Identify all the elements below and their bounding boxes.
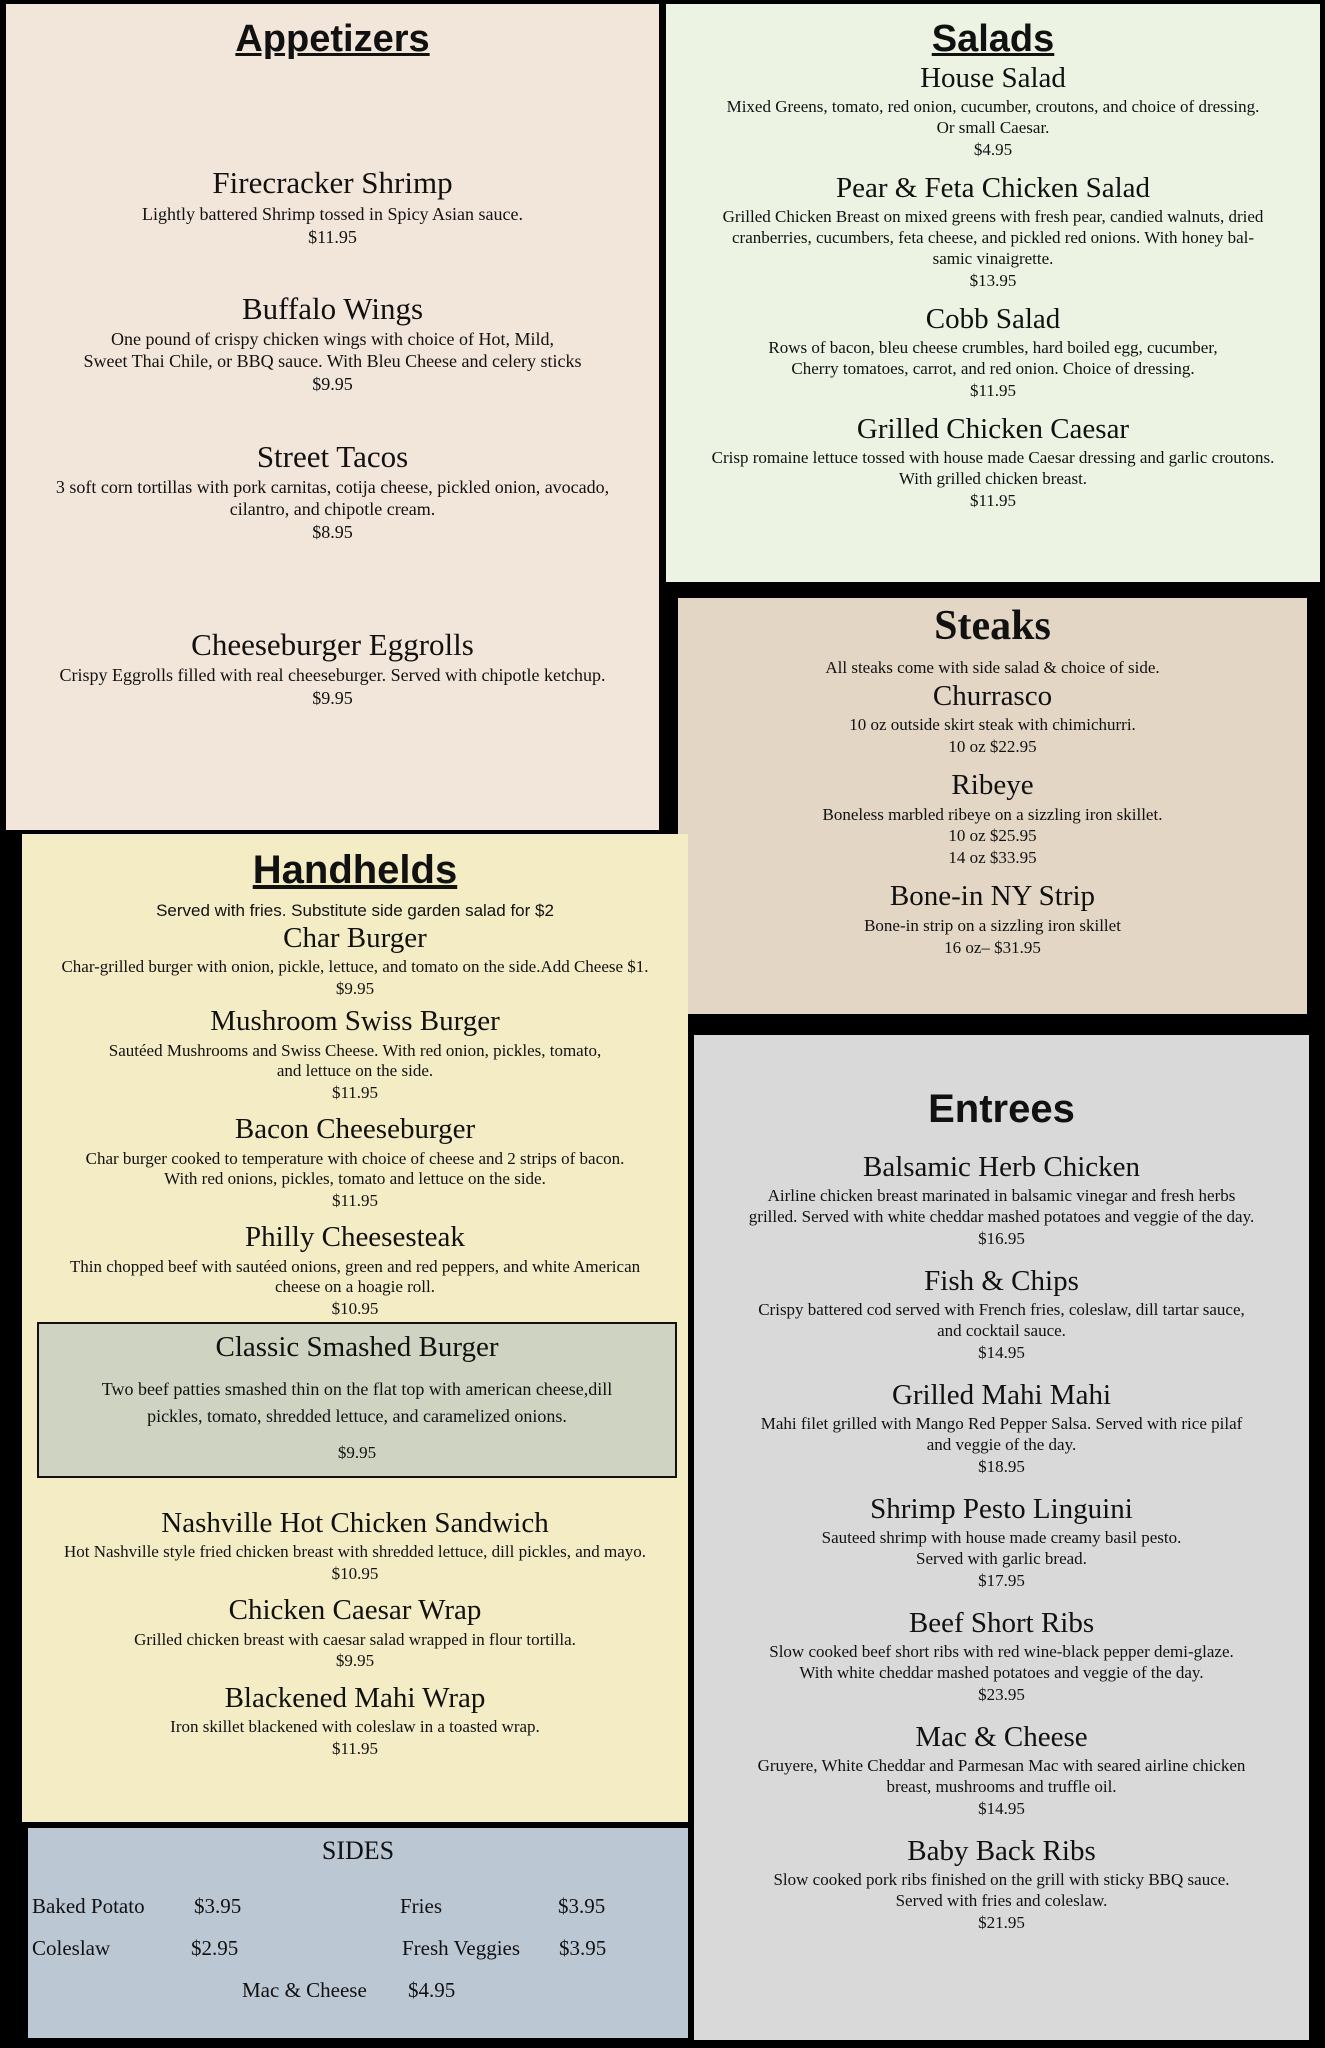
menu-item-description: Char burger cooked to temperature with choice of cheese and 2 strips of bacon. (85, 1148, 625, 1168)
menu-item-description: Lightly battered Shrimp tossed in Spicy Asian sauce. (142, 203, 523, 224)
menu-item-description: Served with garlic bread. (916, 1549, 1087, 1569)
menu-item-price: $11.95 (969, 490, 1017, 510)
side-price: $3.95 (559, 1936, 607, 1960)
menu-item-price: $9.95 (312, 688, 353, 709)
menu-item-price: $18.95 (978, 1456, 1025, 1476)
menu-item-description: Crispy Eggrolls filled with real cheeseburger. Served with chipotle ketchup. (59, 665, 606, 686)
menu-item-description: With red onions, pickles, tomato and lettuce on the side. (164, 1169, 546, 1189)
menu-item-name: Philly Cheesesteak (245, 1221, 465, 1254)
menu-item-description: Sweet Thai Chile, or BBQ sauce. With Bleu Cheese and celery sticks (83, 351, 582, 372)
sides-section (28, 1828, 688, 2038)
menu-item-description: Gruyere, White Cheddar and Parmesan Mac with seared airline chicken (757, 1756, 1246, 1776)
menu-item-name: Mushroom Swiss Burger (210, 1005, 500, 1038)
menu-item-name: Bacon Cheeseburger (234, 1113, 476, 1146)
handhelds-note: Served with fries. Substitute side garden salad for $2 (156, 901, 554, 920)
menu-item-name: Churrasco (932, 679, 1053, 712)
menu-item (22, 1508, 688, 1585)
menu-item (6, 438, 659, 545)
menu-item-description: Boneless marbled ribeye on a sizzling iron skillet. (822, 804, 1163, 824)
menu-item-description: cranberries, cucumbers, feta cheese, and pickled red onions. With honey bal- (731, 228, 1255, 248)
menu-item-price: $11.95 (331, 1738, 379, 1758)
menu-item (666, 304, 1320, 402)
menu-item-description: Char-grilled burger with onion, pickle, lettuce, and tomato on the side.Add Cheese $1. (61, 957, 649, 977)
menu-item-description: Crisp romaine lettuce tossed with house made Caesar dressing and garlic croutons. (711, 448, 1275, 468)
appetizers-section (6, 4, 659, 830)
salads-list (666, 63, 1320, 512)
side-name: Baked Potato (32, 1894, 145, 1918)
handhelds-list (22, 923, 688, 1320)
menu-item-name: Ribeye (951, 769, 1034, 802)
menu-item-description: Thin chopped beef with sautéed onions, green and red peppers, and white American (69, 1256, 641, 1276)
menu-item (694, 1380, 1309, 1478)
steaks-title: Steaks (934, 603, 1051, 649)
menu-item-name: Beef Short Ribs (908, 1607, 1095, 1639)
menu-item-description: Slow cooked pork ribs finished on the grill with sticky BBQ sauce. (773, 1870, 1230, 1890)
menu-item (678, 770, 1307, 869)
menu-item (694, 1266, 1309, 1364)
entrees-title: Entrees (928, 1087, 1075, 1131)
menu-item-description: With white cheddar mashed potatoes and veggie of the day. (799, 1663, 1204, 1683)
menu-item-price: $17.95 (978, 1570, 1025, 1590)
side-name: Fresh Veggies (402, 1936, 521, 1960)
menu-item-description: Slow cooked beef short ribs with red wine-black pepper demi-glaze. (769, 1642, 1234, 1662)
menu-item (694, 1722, 1309, 1820)
menu-item-description: Bone-in strip on a sizzling iron skillet (864, 915, 1121, 935)
menu-item-description: and lettuce on the side. (276, 1061, 434, 1081)
menu-item-name: Balsamic Herb Chicken (862, 1151, 1141, 1183)
menu-item-price: $9.95 (312, 374, 353, 395)
menu-item-description: Grilled chicken breast with caesar salad wrapped in flour tortilla. (134, 1629, 576, 1649)
menu-item-price: 14 oz $33.95 (948, 848, 1037, 868)
menu-item-price: $23.95 (978, 1684, 1025, 1704)
menu-item (6, 290, 659, 397)
featured-item-price: $9.95 (337, 1443, 377, 1463)
menu-item-description: cheese on a hoagie roll. (274, 1277, 435, 1297)
menu-item-price: $11.95 (331, 1083, 379, 1103)
menu-item-description: Airline chicken breast marinated in balsamic vinegar and fresh herbs (767, 1186, 1236, 1206)
salads-title: Salads (931, 18, 1055, 60)
side-price: $4.95 (408, 1978, 456, 2002)
salads-section (666, 4, 1320, 582)
menu-item-description: Sautéed Mushrooms and Swiss Cheese. With red onion, pickles, tomato, (108, 1040, 602, 1060)
appetizers-title: Appetizers (235, 18, 430, 60)
menu-item-name: Cobb Salad (925, 302, 1061, 335)
side-price: $3.95 (194, 1894, 242, 1918)
menu-item-description: Hot Nashville style fried chicken breast with shredded lettuce, dill pickles, and mayo. (63, 1542, 647, 1562)
featured-item-desc-2: pickles, tomato, shredded lettuce, and caramelized onions. (147, 1406, 567, 1427)
menu-item-name: Grilled Mahi Mahi (891, 1379, 1112, 1411)
menu-item-price: $11.95 (969, 380, 1017, 400)
menu-item-name: Cheeseburger Eggrolls (191, 626, 474, 662)
side-price: $2.95 (191, 1936, 239, 1960)
side-name: Fries (400, 1894, 442, 1918)
menu-item-name: Firecracker Shrimp (212, 165, 453, 200)
menu-item-description: Grilled Chicken Breast on mixed greens with fresh pear, candied walnuts, dried (722, 207, 1264, 227)
menu-item-price: $4.95 (973, 139, 1013, 159)
menu-item-name: Baby Back Ribs (907, 1835, 1096, 1867)
menu-item-price: 10 oz $25.95 (948, 826, 1037, 846)
menu-item-name: Bone-in NY Strip (889, 880, 1096, 913)
featured-item-desc-1: Two beef patties smashed thin on the flat top with american cheese,dill (101, 1379, 613, 1400)
menu-item-name: Blackened Mahi Wrap (224, 1681, 486, 1714)
menu-item-name: Fish & Chips (924, 1265, 1079, 1297)
entrees-list (694, 1152, 1309, 1934)
menu-item-description: One pound of crispy chicken wings with choice of Hot, Mild, (111, 329, 554, 350)
menu-item-name: Buffalo Wings (241, 290, 424, 326)
menu-item-price: $8.95 (312, 522, 353, 543)
menu-item-description: Served with fries and coleslaw. (895, 1891, 1108, 1911)
menu-item-name: Nashville Hot Chicken Sandwich (161, 1507, 549, 1539)
menu-item (694, 1836, 1309, 1934)
featured-item-name: Classic Smashed Burger (215, 1331, 499, 1363)
menu-item (678, 681, 1307, 758)
menu-item-name: Grilled Chicken Caesar (856, 412, 1130, 445)
steaks-note: All steaks come with side salad & choice of side. (825, 658, 1160, 678)
menu-item-price: 16 oz– $31.95 (944, 937, 1041, 957)
menu-item (694, 1608, 1309, 1706)
menu-item-price: $10.95 (331, 1299, 379, 1319)
side-name: Coleslaw (32, 1936, 111, 1960)
menu-item-name: Pear & Feta Chicken Salad (835, 172, 1151, 204)
menu-item-price: 10 oz $22.95 (948, 737, 1037, 756)
menu-item-description: Crispy battered cod served with French fries, coleslaw, dill tartar sauce, (758, 1300, 1245, 1320)
side-price: $3.95 (558, 1894, 606, 1918)
menu-item-description: Rows of bacon, bleu cheese crumbles, hard boiled egg, cucumber, (768, 338, 1218, 358)
menu-item (6, 167, 659, 249)
menu-item-description: Iron skillet blackened with coleslaw in a toasted wrap. (170, 1716, 540, 1736)
steaks-list (678, 681, 1307, 959)
menu-item-description: grilled. Served with white cheddar mashed potatoes and veggie of the day. (748, 1207, 1255, 1227)
menu-item-description: 3 soft corn tortillas with pork carnitas, cotija cheese, pickled onion, avocado, (55, 477, 610, 498)
sides-title: SIDES (321, 1836, 395, 1865)
menu-item-name: Chicken Caesar Wrap (228, 1594, 482, 1627)
menu-item-description: breast, mushrooms and truffle oil. (886, 1777, 1117, 1797)
menu-item-description: Sauteed shrimp with house made creamy basil pesto. (821, 1528, 1182, 1548)
menu-item-price: $16.95 (978, 1228, 1025, 1248)
menu-item-name: House Salad (920, 62, 1066, 94)
menu-item-price: $14.95 (978, 1798, 1025, 1818)
menu-item (666, 173, 1320, 292)
menu-item-name: Char Burger (283, 922, 427, 954)
menu-item-description: and cocktail sauce. (937, 1321, 1066, 1341)
handhelds-list-2 (22, 1508, 688, 1760)
menu-item (22, 1222, 688, 1320)
menu-item-description: Mahi filet grilled with Mango Red Pepper Salsa. Served with rice pilaf (760, 1414, 1243, 1434)
menu-item (694, 1152, 1309, 1250)
handhelds-section (22, 834, 688, 1822)
menu-item-description: With grilled chicken breast. (898, 468, 1088, 488)
handhelds-title: Handhelds (252, 848, 458, 892)
menu-item-price: $10.95 (331, 1564, 379, 1584)
menu-item-price: $9.95 (335, 979, 375, 999)
menu-item-name: Street Tacos (256, 438, 409, 474)
menu-item-price: $9.95 (335, 1651, 375, 1671)
menu-item-description: Cherry tomatoes, carrot, and red onion. Choice of dressing. (791, 358, 1195, 378)
entrees-section (694, 1035, 1309, 2040)
menu-item (22, 1114, 688, 1212)
menu-item-description: Or small Caesar. (936, 118, 1050, 138)
menu-item (22, 1006, 688, 1104)
menu-item (694, 1494, 1309, 1592)
menu-item (22, 1595, 688, 1672)
menu-item-description: Mixed Greens, tomato, red onion, cucumber, croutons, and choice of dressing. (726, 97, 1260, 117)
menu-item-price: $11.95 (331, 1191, 379, 1211)
menu-item-name: Mac & Cheese (915, 1721, 1088, 1753)
menu-item-price: $13.95 (969, 270, 1017, 290)
menu-item-description: 10 oz outside skirt steak with chimichurri. (849, 715, 1136, 735)
menu-item (666, 63, 1320, 161)
menu-item (22, 923, 688, 1000)
menu-item (666, 414, 1320, 512)
side-name: Mac & Cheese (242, 1978, 367, 2002)
menu-item (678, 881, 1307, 958)
menu-item-price: $14.95 (978, 1342, 1025, 1362)
featured-item-box (37, 1322, 677, 1478)
menu-item-price: $21.95 (978, 1912, 1025, 1932)
appetizers-list (6, 167, 659, 710)
menu-item-description: cilantro, and chipotle cream. (229, 499, 436, 520)
menu-item (6, 626, 659, 711)
menu-item-description: samic vinaigrette. (932, 248, 1054, 268)
menu-item-description: and veggie of the day. (926, 1435, 1077, 1455)
steaks-section (678, 598, 1307, 1014)
menu-item-price: $11.95 (308, 226, 357, 247)
menu-item-name: Shrimp Pesto Linguini (870, 1493, 1133, 1525)
menu-item (22, 1683, 688, 1760)
